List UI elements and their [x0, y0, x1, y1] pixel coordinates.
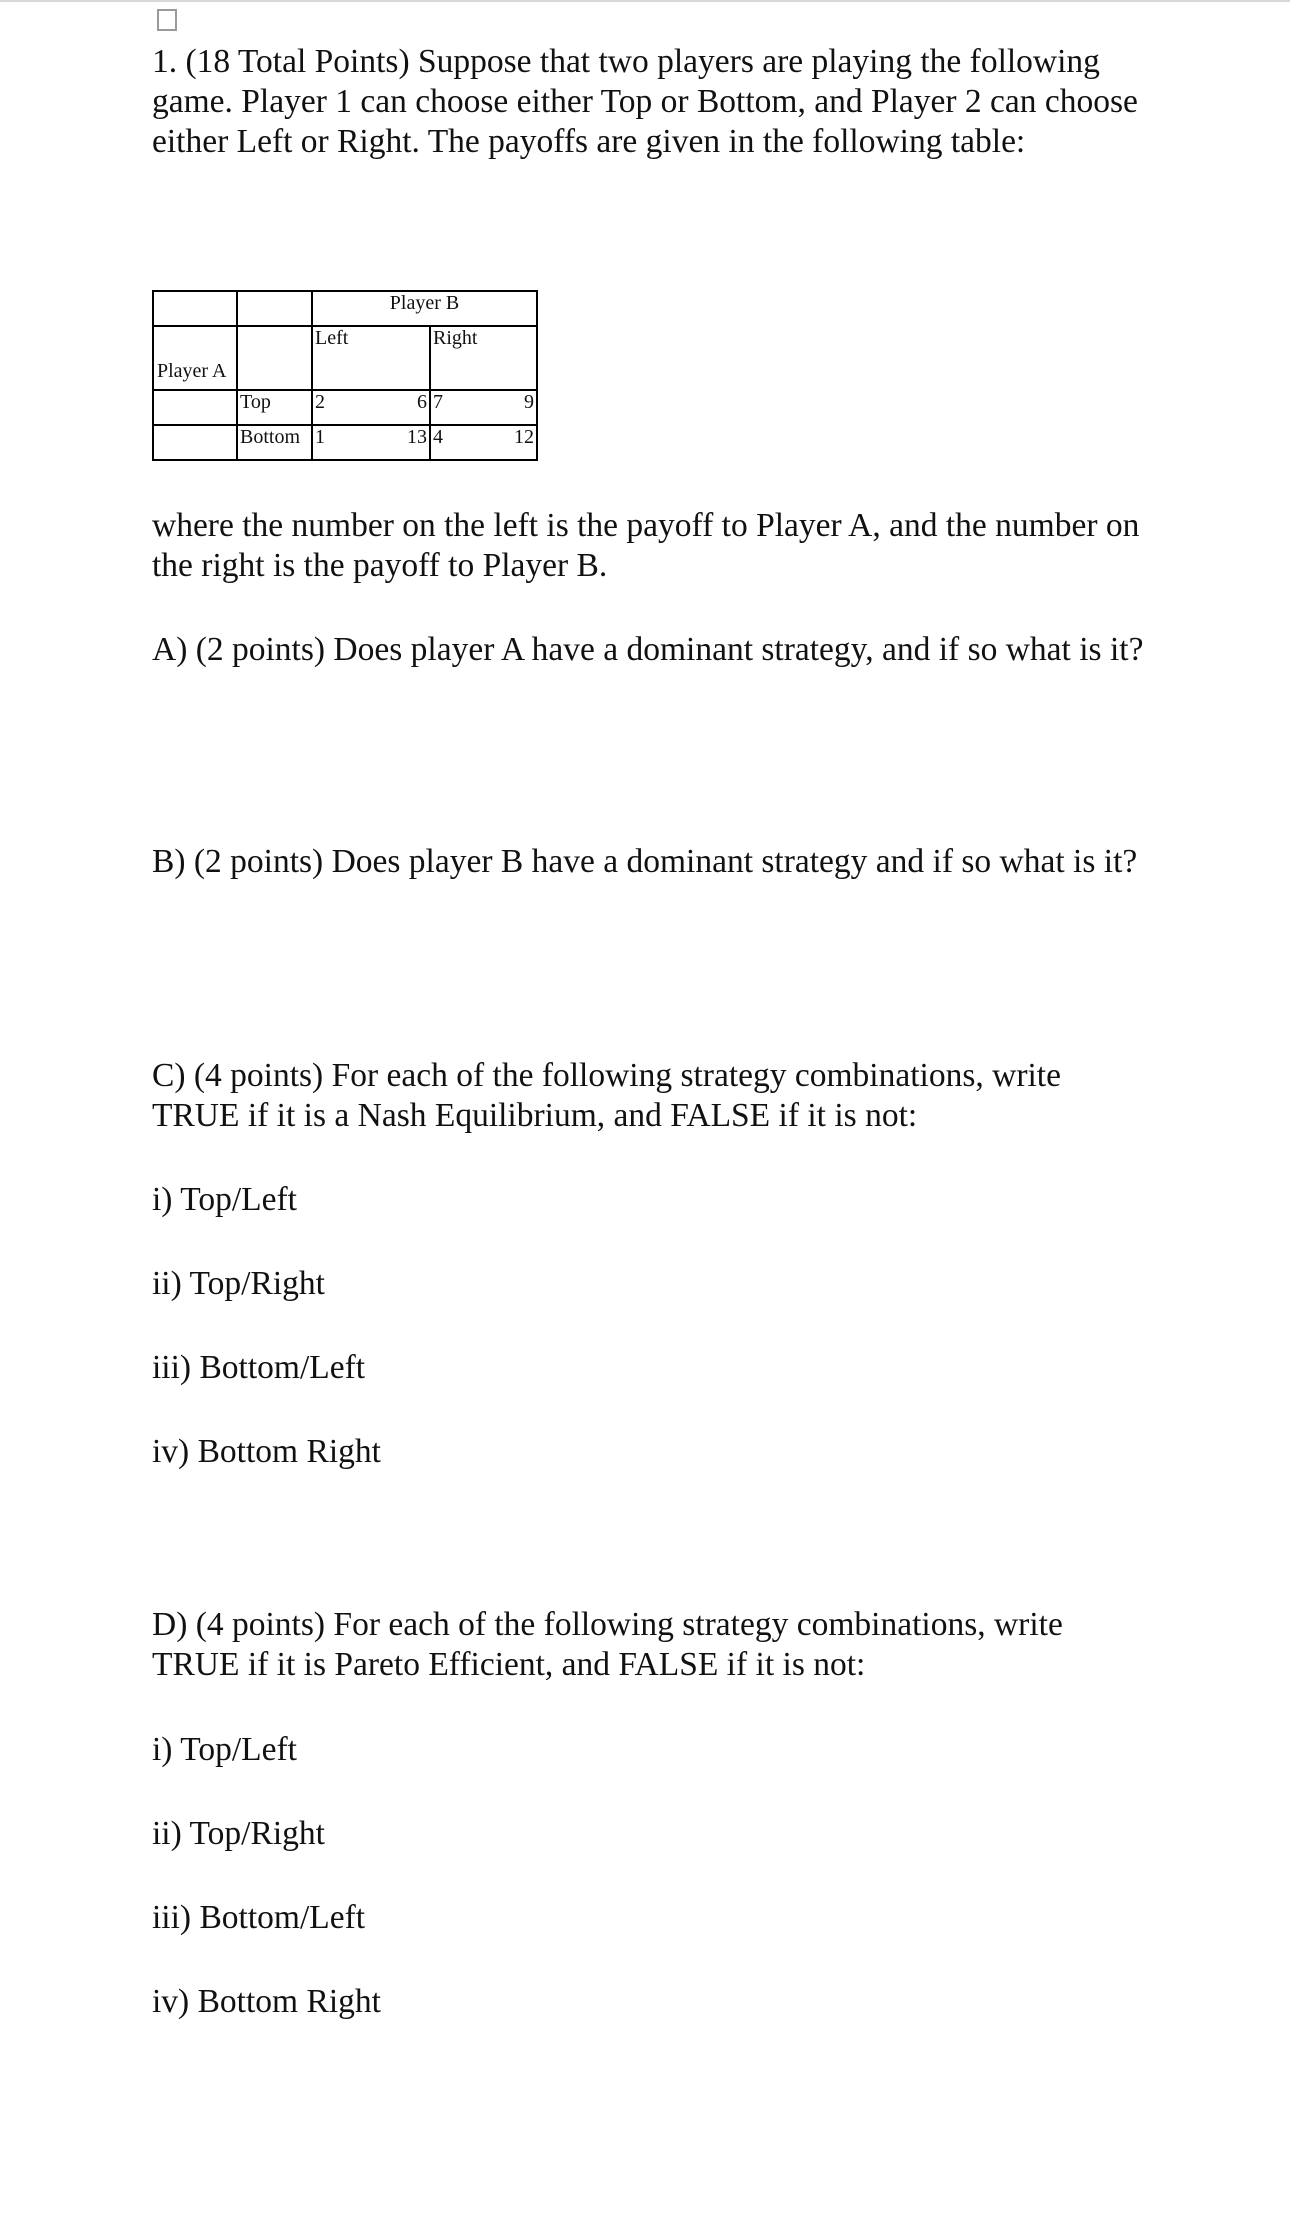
part-d-item: iii) Bottom/Left — [152, 1899, 366, 1936]
part-c-item: iii) Bottom/Left — [152, 1349, 366, 1386]
part-b-question: B) (2 points) Does player B have a dominant strategy and if so what is it? — [152, 843, 1138, 880]
payoff-bottom-left — [312, 425, 430, 460]
payoff-a: 4 — [433, 426, 443, 448]
after-table-text: where the number on the left is the payoff to Player A, and the number on the right is the payoff to Player B. — [152, 507, 1140, 584]
payoff-bottom-right — [430, 425, 537, 460]
row-label-top: Top — [237, 390, 312, 425]
row-player-label: Player A — [157, 360, 227, 382]
payoff-b: 9 — [524, 391, 534, 413]
table-cell-empty — [237, 291, 312, 326]
payoff-top-right — [430, 390, 537, 425]
payoff-b: 13 — [407, 426, 427, 448]
part-d-prompt: D) (4 points) For each of the following strategy combinations, write TRUE if it is Pareto Efficient, and FALSE if it is not: — [152, 1606, 1063, 1683]
question-intro: 1. (18 Total Points) Suppose that two players are playing the following game. Player 1 can choose either Top or Bottom, and Player 2 can choose either Left or Right. The payoffs are given in the following table: — [152, 43, 1138, 160]
table-cell-empty — [237, 326, 312, 390]
question-checkbox[interactable] — [157, 9, 177, 31]
payoff-b: 12 — [514, 426, 534, 448]
table-cell-empty — [153, 390, 237, 425]
part-d-item: iv) Bottom Right — [152, 1983, 381, 2020]
part-d-item: i) Top/Left — [152, 1731, 297, 1768]
part-c-prompt: C) (4 points) For each of the following strategy combinations, write TRUE if it is a Nash Equilibrium, and FALSE if it is not: — [152, 1057, 1061, 1134]
col-right-label: Right — [430, 326, 537, 390]
payoff-a: 1 — [315, 426, 325, 448]
table-cell-empty — [153, 291, 237, 326]
payoff-a: 2 — [315, 391, 325, 413]
part-c-item: ii) Top/Right — [152, 1265, 325, 1302]
payoff-a: 7 — [433, 391, 443, 413]
payoff-top-left — [312, 390, 430, 425]
row-label-bottom: Bottom — [237, 425, 312, 460]
table-cell-empty — [153, 425, 237, 460]
part-c-item: iv) Bottom Right — [152, 1433, 381, 1470]
col-player-label: Player B — [312, 291, 537, 326]
col-left-label: Left — [312, 326, 430, 390]
part-a-question: A) (2 points) Does player A have a dominant strategy, and if so what is it? — [152, 631, 1144, 668]
part-d-item: ii) Top/Right — [152, 1815, 325, 1852]
top-divider — [0, 0, 1290, 2]
payoff-b: 6 — [417, 391, 427, 413]
part-c-item: i) Top/Left — [152, 1181, 297, 1218]
